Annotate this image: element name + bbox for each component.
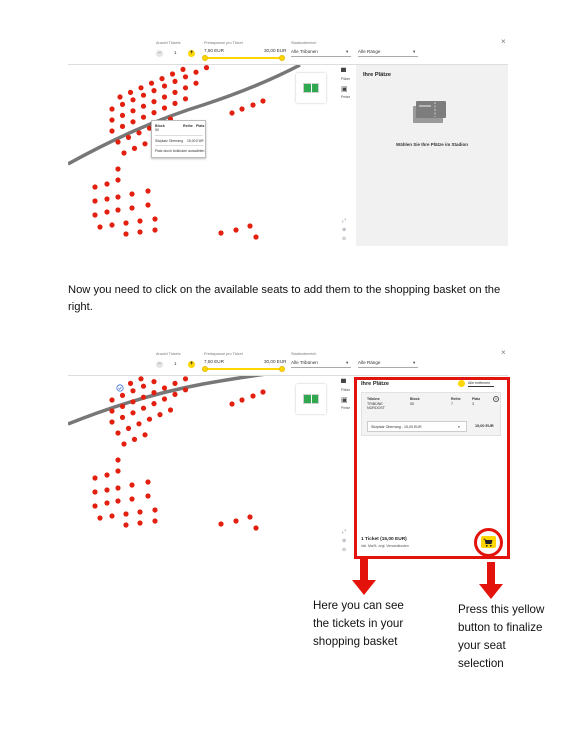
price-max-value: 30,00 EUR: [264, 48, 287, 53]
decrease-tickets-button[interactable]: –: [157, 50, 162, 56]
panel-title: Ihre Plätze: [363, 72, 391, 78]
seat[interactable]: [193, 70, 198, 75]
seat[interactable]: [183, 96, 188, 101]
chevron-down-icon: ▾: [346, 49, 349, 54]
close-icon[interactable]: ×: [501, 37, 506, 46]
seat[interactable]: [170, 71, 175, 76]
seat[interactable]: [152, 227, 157, 232]
seat-info-tooltip: [151, 120, 206, 158]
seat[interactable]: [92, 489, 97, 494]
seat[interactable]: [130, 108, 135, 113]
places-tab-label[interactable]: Plätze: [340, 77, 351, 81]
row-value: 7: [451, 402, 453, 406]
seat[interactable]: [204, 65, 209, 70]
checkout-annotation: Press this yellow button to finalize your seat selection: [458, 603, 545, 670]
price-slider-min-handle[interactable]: [202, 55, 208, 61]
seat[interactable]: [115, 457, 120, 462]
seat[interactable]: [130, 410, 135, 415]
seat[interactable]: [117, 94, 122, 99]
tooltip-seat-header: Platz: [196, 124, 205, 128]
seat[interactable]: [145, 493, 150, 498]
tickets-count-label: Anzahl Tickets: [156, 352, 181, 356]
seat[interactable]: [145, 202, 150, 207]
basket-total-note: inkl. MwSt. zzgl. Versandkosten: [361, 544, 409, 548]
rank-select[interactable]: Alle Ränge: [358, 49, 381, 54]
price-slider-max-handle[interactable]: [279, 366, 285, 372]
seat[interactable]: [162, 385, 167, 390]
tribune-header: Tribüne: [367, 397, 380, 401]
seat[interactable]: [92, 198, 97, 203]
seat[interactable]: [120, 102, 125, 107]
price-slider-min-handle[interactable]: [202, 366, 208, 372]
seat[interactable]: [137, 520, 142, 525]
seat[interactable]: [151, 110, 156, 115]
basket-annotation: Here you can see the tickets in your shopping basket: [313, 599, 404, 648]
seat[interactable]: [115, 430, 120, 435]
seat[interactable]: [104, 181, 109, 186]
price-min-value: 7,50 EUR: [204, 359, 224, 364]
seat[interactable]: [128, 381, 133, 386]
stadium-area-label: Stadionbereich: [291, 41, 317, 45]
seat[interactable]: [142, 141, 147, 146]
seat[interactable]: [152, 518, 157, 523]
stadium-seat-map[interactable]: [68, 65, 353, 246]
chevron-down-icon: ▾: [458, 425, 460, 429]
filter-toolbar: [68, 347, 508, 376]
zoom-out-icon[interactable]: ⊖: [342, 547, 347, 553]
seat[interactable]: [152, 216, 157, 221]
seat[interactable]: [132, 146, 137, 151]
seat[interactable]: [145, 479, 150, 484]
seat[interactable]: [218, 230, 223, 235]
seat[interactable]: [147, 417, 152, 422]
seat[interactable]: [120, 415, 125, 420]
seat[interactable]: [132, 437, 137, 442]
chevron-down-icon: ▾: [413, 360, 416, 365]
seat[interactable]: [233, 518, 238, 523]
seat[interactable]: [183, 376, 188, 381]
seat[interactable]: [180, 67, 185, 72]
ticket-icon: [411, 99, 447, 125]
seat[interactable]: [109, 513, 114, 518]
seat[interactable]: [115, 166, 120, 171]
seat[interactable]: [183, 85, 188, 90]
seat[interactable]: [109, 128, 114, 133]
seat[interactable]: [183, 387, 188, 392]
seat[interactable]: [128, 90, 133, 95]
price-max-value: 30,00 EUR: [264, 359, 287, 364]
tooltip-row-header: Reihe: [183, 124, 193, 128]
tag-icon[interactable]: ▣: [341, 397, 348, 404]
seat[interactable]: [130, 119, 135, 124]
seat[interactable]: [141, 115, 146, 120]
down-arrow-icon: [352, 558, 376, 596]
seat[interactable]: [145, 188, 150, 193]
increase-tickets-button[interactable]: +: [189, 361, 194, 367]
price-range-slider[interactable]: [204, 368, 282, 370]
seat[interactable]: [172, 101, 177, 106]
tribune-value: TRIBÜNE NORDOST: [367, 402, 385, 411]
seat[interactable]: [172, 79, 177, 84]
seat-header: Platz: [472, 397, 481, 401]
seat[interactable]: [151, 88, 156, 93]
seat[interactable]: [229, 401, 234, 406]
seat[interactable]: [162, 94, 167, 99]
seat[interactable]: [97, 224, 102, 229]
prices-tab-label[interactable]: Preise: [340, 95, 351, 99]
decrease-tickets-button[interactable]: –: [157, 361, 162, 367]
your-seats-panel: [356, 65, 508, 246]
seat[interactable]: [253, 234, 258, 239]
places-tab-label[interactable]: Plätze: [340, 388, 351, 392]
seat[interactable]: [104, 487, 109, 492]
remove-ticket-icon[interactable]: ×: [494, 396, 498, 401]
prices-tab-label[interactable]: Preise: [340, 406, 351, 410]
seat[interactable]: [109, 222, 114, 227]
chevron-down-icon: ▾: [346, 360, 349, 365]
seat[interactable]: [151, 401, 156, 406]
basket-title: Ihre Plätze: [361, 381, 389, 387]
stadium-area-select[interactable]: Alle Tribünen: [291, 49, 318, 54]
seat[interactable]: [92, 475, 97, 480]
screenshot-seat-map-selected: [68, 347, 508, 557]
seat[interactable]: [109, 117, 114, 122]
seat[interactable]: [92, 503, 97, 508]
seat[interactable]: [157, 412, 162, 417]
seat[interactable]: [172, 381, 177, 386]
pitch-center-line: [311, 394, 312, 404]
seat[interactable]: [168, 407, 173, 412]
tooltip-block-header: Block: [155, 124, 165, 128]
zoom-fit-icon[interactable]: ⤢: [342, 529, 347, 535]
seat[interactable]: [92, 184, 97, 189]
chevron-down-icon: ▾: [413, 49, 416, 54]
down-arrow-icon: [479, 562, 503, 600]
pitch-center-line: [311, 83, 312, 93]
zoom-in-icon[interactable]: ⊕: [342, 227, 347, 233]
seat[interactable]: [141, 104, 146, 109]
block-value: 50: [410, 402, 414, 406]
ticket-price: 15,00 EUR: [475, 424, 494, 428]
seat[interactable]: [136, 130, 141, 135]
stadium-select-underline: [291, 56, 351, 57]
seat[interactable]: [239, 106, 244, 111]
tooltip-block-value: 50: [155, 128, 159, 132]
seat[interactable]: [159, 76, 164, 81]
seat[interactable]: [172, 90, 177, 95]
seat[interactable]: [109, 397, 114, 402]
seat[interactable]: [123, 511, 128, 516]
remove-all-label: Alle entfernen: [468, 381, 491, 385]
seat-value: 3: [472, 402, 474, 406]
seat[interactable]: [130, 97, 135, 102]
tag-icon[interactable]: ▣: [341, 86, 348, 93]
seat[interactable]: [239, 397, 244, 402]
block-header: Block: [410, 397, 420, 401]
seat[interactable]: [104, 500, 109, 505]
zoom-fit-icon[interactable]: ⤢: [342, 218, 347, 224]
seat[interactable]: [218, 521, 223, 526]
stadium-area-select[interactable]: Alle Tribünen: [291, 360, 318, 365]
stadium-icon[interactable]: ▀: [341, 69, 346, 76]
seat[interactable]: [92, 212, 97, 217]
seat[interactable]: [162, 105, 167, 110]
seat[interactable]: [183, 74, 188, 79]
seat[interactable]: [141, 395, 146, 400]
seat[interactable]: [152, 507, 157, 512]
seat[interactable]: [137, 218, 142, 223]
tooltip-divider: [155, 135, 203, 136]
seat[interactable]: [120, 113, 125, 118]
seat[interactable]: [229, 110, 234, 115]
tooltip-hint: Platz durch Anklicken auswählen: [155, 149, 205, 153]
stadium-overview-minimap[interactable]: [296, 73, 326, 103]
tickets-count-label: Anzahl Tickets: [156, 41, 181, 45]
seat[interactable]: [151, 379, 156, 384]
map-tool-rail: [338, 376, 353, 557]
seat[interactable]: [109, 106, 114, 111]
seat[interactable]: [137, 229, 142, 234]
rank-select[interactable]: Alle Ränge: [358, 360, 381, 365]
seat[interactable]: [115, 194, 120, 199]
basket-highlight-box: [354, 377, 510, 559]
stadium-icon[interactable]: ▀: [341, 380, 346, 387]
seat[interactable]: [129, 191, 134, 196]
seat[interactable]: [121, 441, 126, 446]
seat[interactable]: [193, 81, 198, 86]
seat[interactable]: [247, 223, 252, 228]
filter-toolbar: [68, 36, 508, 65]
seat[interactable]: [162, 83, 167, 88]
seat[interactable]: [138, 376, 143, 381]
zoom-out-icon[interactable]: ⊖: [342, 236, 347, 242]
seat[interactable]: [141, 384, 146, 389]
stadium-select-underline: [291, 367, 351, 368]
stadium-seat-map[interactable]: [68, 376, 353, 557]
seat[interactable]: [120, 393, 125, 398]
zoom-in-icon[interactable]: ⊕: [342, 538, 347, 544]
seat[interactable]: [260, 98, 265, 103]
tickets-count-value: 1: [174, 50, 177, 55]
stadium-area-label: Stadionbereich: [291, 352, 317, 356]
increase-tickets-button[interactable]: +: [189, 50, 194, 56]
seat[interactable]: [97, 515, 102, 520]
seat[interactable]: [123, 522, 128, 527]
seat[interactable]: [123, 220, 128, 225]
rank-select-underline: [358, 367, 418, 368]
seat[interactable]: [120, 124, 125, 129]
seat[interactable]: [138, 85, 143, 90]
seat[interactable]: [137, 509, 142, 514]
screenshot-seat-map-empty: [68, 36, 508, 246]
price-range-slider[interactable]: [204, 57, 282, 59]
instruction-text: Now you need to click on the available seats to add them to the shopping basket on the right.: [68, 284, 501, 313]
seat[interactable]: [115, 485, 120, 490]
seat[interactable]: [120, 404, 125, 409]
seat[interactable]: [151, 390, 156, 395]
row-header: Reihe: [451, 397, 461, 401]
seat[interactable]: [115, 139, 120, 144]
checkmark-circle-icon: [117, 385, 123, 391]
seat[interactable]: [141, 93, 146, 98]
seat[interactable]: [115, 468, 120, 473]
seat[interactable]: [104, 472, 109, 477]
seat[interactable]: [130, 399, 135, 404]
tooltip-price: 15,00 EUR: [187, 139, 204, 143]
seat[interactable]: [109, 408, 114, 413]
price-range-label: Preisspanne pro Ticket: [204, 41, 243, 45]
seat[interactable]: [123, 231, 128, 236]
seat[interactable]: [172, 392, 177, 397]
price-category-value: Sitzplatz Oberrang - 15,00 EUR: [371, 425, 422, 429]
seat[interactable]: [253, 525, 258, 530]
seat[interactable]: [260, 389, 265, 394]
seat[interactable]: [115, 498, 120, 503]
close-icon[interactable]: ×: [501, 348, 506, 357]
tooltip-divider: [155, 145, 203, 146]
seat[interactable]: [162, 396, 167, 401]
seat[interactable]: [250, 393, 255, 398]
seat[interactable]: [151, 99, 156, 104]
seat[interactable]: [104, 196, 109, 201]
price-min-value: 7,50 EUR: [204, 48, 224, 53]
seat[interactable]: [142, 432, 147, 437]
seat[interactable]: [104, 209, 109, 214]
rank-select-underline: [358, 56, 418, 57]
seat[interactable]: [126, 135, 131, 140]
seat[interactable]: [129, 482, 134, 487]
map-tool-rail: [338, 65, 353, 246]
seat[interactable]: [130, 388, 135, 393]
seat[interactable]: [247, 514, 252, 519]
seat[interactable]: [126, 426, 131, 431]
tickets-count-value: 1: [174, 361, 177, 366]
empty-selection-message: Wählen Sie Ihre Plätze im Stadion: [395, 142, 468, 147]
seat[interactable]: [121, 150, 126, 155]
stadium-overview-minimap[interactable]: [296, 384, 326, 414]
seat[interactable]: [136, 421, 141, 426]
price-range-label: Preisspanne pro Ticket: [204, 352, 243, 356]
seat[interactable]: [109, 419, 114, 424]
seat[interactable]: [141, 406, 146, 411]
basket-total: 1 Ticket (15,00 EUR): [361, 537, 407, 542]
tooltip-category: Sitzplatz Oberrang: [155, 139, 184, 143]
price-slider-max-handle[interactable]: [279, 55, 285, 61]
seat[interactable]: [129, 205, 134, 210]
seat[interactable]: [233, 227, 238, 232]
seat[interactable]: [129, 496, 134, 501]
seat[interactable]: [250, 102, 255, 107]
seat[interactable]: [115, 177, 120, 182]
seat[interactable]: [149, 81, 154, 86]
seat[interactable]: [115, 207, 120, 212]
